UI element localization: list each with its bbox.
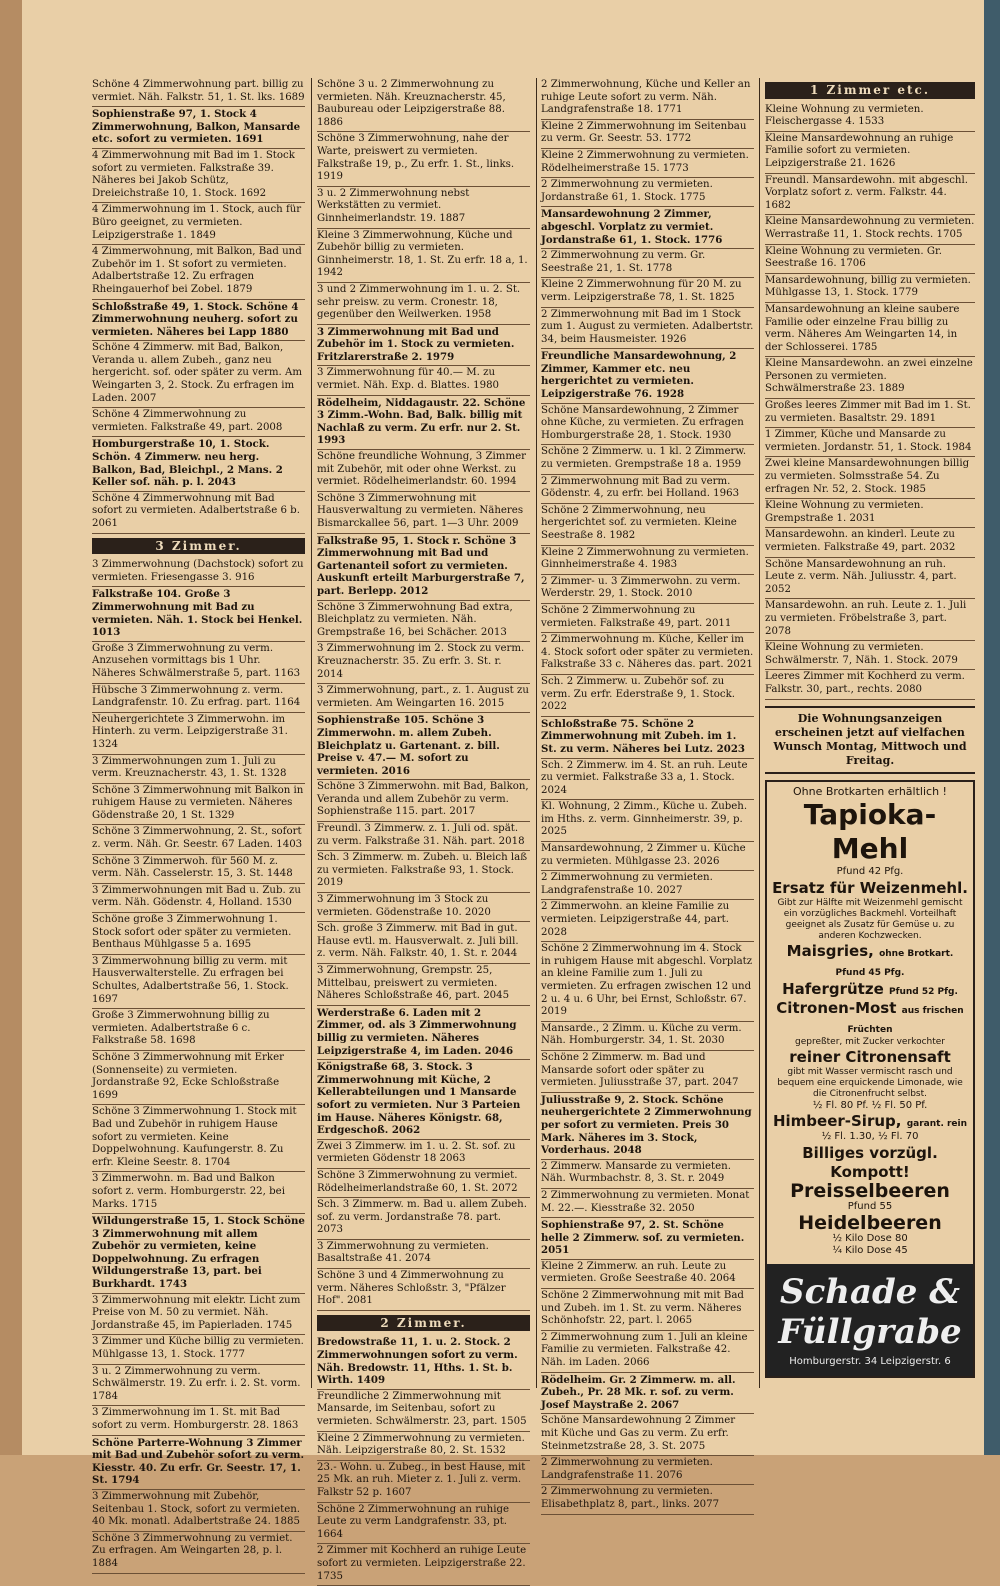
- classified-ad: Mansardewohnung, 2 Zimmer u. Küche zu vermieten. Mühlgasse 23. 2026: [541, 842, 754, 871]
- classified-ad: 3 Zimmerwohnung (Dachstock) sofort zu vermieten. Friesengasse 3. 916: [92, 558, 305, 587]
- advert-reiner-desc: gibt mit Wasser vermischt rasch und bequem eine erquickende Limonade, wie die Citronenfrucht selbst.: [777, 1066, 963, 1099]
- classified-ad: Schöne Mansardewohnung 2 Zimmer mit Küche und Gas zu verm. Zu erfr. Steinmetzstraße 28, 3. St. 2075: [541, 1414, 754, 1456]
- classified-ad: Schöne 3 Zimmerwoh. für 560 M. z. verm. Näh. Casselerstr. 15, 3. St. 1448: [92, 855, 305, 884]
- classified-ad: 2 Zimmerwohnung mit Bad zu verm. Gödenstr. 4, zu erfr. bei Holland. 1963: [541, 475, 754, 504]
- classified-ad: Schöne 3 Zimmerwohnung zu vermiet. Rödelheimerlandstraße 60, 1. St. 2072: [317, 1169, 530, 1198]
- classified-ad: Juliusstraße 9, 2. Stock. Schöne neuhergerichtete 2 Zimmerwohnung per sofort zu vermieten. Preis 30 Mark. Näheres im 3. Stock, Vorderhaus. 2048: [541, 1093, 754, 1160]
- shop-address: Homburgerstr. 34 Leipzigerstr. 6: [789, 1355, 951, 1367]
- classified-ad: 3 Zimmerwohnung billig zu verm. mit Hausverwalterstelle. Zu erfragen bei Schultes, Adalbertstraße 56, 1. Stock. 1697: [92, 955, 305, 1009]
- column-4: [765, 78, 975, 1388]
- classified-ad: 4 Zimmerwohnung, mit Balkon, Bad und Zubehör im 1. St sofort zu vermieten. Adalbertstraße 12. Zu erfragen Rheingauerhof bei Zobel. 1879: [92, 245, 305, 299]
- classified-ad: Schöne 3 Zimmerwohnung mit Hausverwaltung zu vermieten. Näheres Bismarckallee 56, part. 1—3 Uhr. 2009: [317, 492, 530, 534]
- advert-heidel-price-2: ¼ Kilo Dose 45: [832, 1245, 908, 1257]
- classified-ad: Homburgerstraße 10, 1. Stock. Schön. 4 Zimmerw. neu herg. Balkon, Bad, Bleichpl., 2 Mans. 2 Keller sof. näh. p. l. 2043: [92, 437, 305, 491]
- classified-ad: Mansardewohnung 2 Zimmer, abgeschl. Vorplatz zu vermiet. Jordanstraße 61, 1. Stock. 1776: [541, 207, 754, 249]
- classified-ad: Sch. 3 Zimmerw. m. Zubeh. u. Bleich laß zu vermieten. Falkstraße 93, 1. Stock. 2019: [317, 851, 530, 893]
- classified-ad: Falkstraße 104. Große 3 Zimmerwohnung mit Bad zu vermieten. Näh. 1. Stock bei Henkel. 1013: [92, 587, 305, 641]
- advert-himbeer-note: garant. rein: [906, 1119, 968, 1130]
- classified-ad: Sophienstraße 105. Schöne 3 Zimmerwohn. m. allem Zubeh. Bleichplatz u. Gartenant. z. bill. Preise v. 47.— M. sofort zu vermieten. 2016: [317, 713, 530, 780]
- column-3: [541, 78, 754, 1510]
- classified-ad: Schöne 4 Zimmerwohnung mit Bad sofort zu vermieten. Adalbertstraße 6 b. 2061: [92, 492, 305, 534]
- classified-ad: 3 Zimmerwohnung mit Bad und Zubehör im 1. Stock zu vermieten. Fritzlarerstraße 2. 1979: [317, 325, 530, 367]
- classified-ad: 2 Zimmer- u. 3 Zimmerwohn. zu verm. Werderstr. 29, 1. Stock. 2010: [541, 575, 754, 604]
- classified-ad: Kleine Mansardewohnung an ruhige Familie sofort zu vermieten. Leipzigerstraße 21. 1626: [765, 132, 975, 174]
- classified-ad: Schöne 2 Zimmerwohnung mit mit Bad und Zubeh. im 1. St. zu verm. Näheres Schönhofstr. 22, part. l. 2065: [541, 1289, 754, 1331]
- classified-ad: 3 Zimmerwohnung zu vermieten. Basaltstraße 41. 2074: [317, 1240, 530, 1269]
- classified-ad: 3 u. 2 Zimmerwohnung nebst Werkstätten zu vermiet. Ginnheimerlandstr. 19. 1887: [317, 187, 530, 229]
- column-rule: [536, 78, 537, 1388]
- advert-heidel: Heidelbeeren: [798, 1211, 942, 1234]
- classified-ad: 4 Zimmerwohnung im 1. Stock, auch für Büro geeignet, zu vermieten. Leipzigerstraße 1. 1849: [92, 203, 305, 245]
- page-edge-right: [984, 0, 1000, 1455]
- classified-ad: Schöne 2 Zimmerw. m. Bad und Mansarde sofort oder später zu vermieten. Juliusstraße 37, part. 2047: [541, 1051, 754, 1093]
- classified-ad: Kl. Wohnung, 2 Zimm., Küche u. Zubeh. im Hths. z. verm. Ginnheimerstr. 39, p. 2025: [541, 800, 754, 842]
- advert-tapioca-price: Pfund 42 Pfg.: [836, 866, 904, 878]
- classified-ad: 2 Zimmerwohnung, Küche und Keller an ruhige Leute sofort zu verm. Näh. Landgrafenstraße 18. 1771: [541, 78, 754, 120]
- announcement: Die Wohnungsanzeigen erscheinen jetzt auf vielfachen Wunsch Montag, Mittwoch und Freitag.: [765, 706, 975, 774]
- classified-ad: Kleine 2 Zimmerwohnung für 20 M. zu verm. Leipzigerstraße 78, 1. St. 1825: [541, 278, 754, 307]
- classified-ad: Kleine Wohnung zu vermieten. Schwälmerstr. 7, Näh. 1. Stock. 2079: [765, 641, 975, 670]
- classified-ad: Kleine Wohnung zu vermieten. Fleischergasse 4. 1533: [765, 103, 975, 132]
- classified-ad: Großes leeres Zimmer mit Bad im 1. St. zu vermieten. Basaltstr. 29. 1891: [765, 399, 975, 428]
- classified-ad: 3 und 2 Zimmerwohnung im 1. u. 2. St. sehr preisw. zu verm. Cronestr. 18, gegenüber den Weilwerken. 1958: [317, 283, 530, 325]
- classified-ad: 2 Zimmerwohnung zu vermieten. Landgrafenstraße 11. 2076: [541, 1456, 754, 1485]
- advert-preissel-price: Pfund 55: [847, 1200, 893, 1212]
- classified-ad: Schöne 4 Zimmerwohnung zu vermieten. Falkstraße 49, part. 2008: [92, 408, 305, 437]
- classified-ad: Königstraße 68, 3. Stock. 3 Zimmerwohnung mit Küche, 2 Kellerabteilungen und 1 Mansarde sofort zu vermieten. Nur 3 Parteien im Hause. Näheres Königstr. 68, Erdgeschoß. 2062: [317, 1060, 530, 1140]
- classified-ad: Schöne 3 u. 2 Zimmerwohnung zu vermieten. Näh. Kreuznacherstr. 45, Baubureau oder Leipzigerstraße 88. 1886: [317, 78, 530, 132]
- classified-ad: 2 Zimmerw. Mansarde zu vermieten. Näh. Wurmbachstr. 8, 3. St. r. 2049: [541, 1160, 754, 1189]
- classified-ad: Wildungerstraße 15, 1. Stock Schöne 3 Zimmerwohnung mit allem Zubehör zu vermieten, keine Doppelwohnung. Zu erfragen Wildungerstraße 13, part. bei Burkhardt. 1743: [92, 1214, 305, 1294]
- classified-ad: Rödelheim. Gr. 2 Zimmerw. m. all. Zubeh., Pr. 28 Mk. r. sof. zu verm. Josef Maystraße 2. 2067: [541, 1373, 754, 1415]
- classified-ad: Kleine 3 Zimmerwohnung, Küche und Zubehör billig zu vermieten. Ginnheimerstr. 18, 1. St. Zu erfr. 18 a, 1. 1942: [317, 229, 530, 283]
- classified-ad: 3 Zimmerwohnung mit Zubehör, Seitenbau 1. Stock, sofort zu vermieten. 40 Mk. monatl. Adalbertstraße 24. 1885: [92, 1490, 305, 1532]
- classified-ad: 3 Zimmerwohnungen mit Bad u. Zub. zu verm. Näh. Gödenstr. 4, Holland. 1530: [92, 884, 305, 913]
- classified-ad: Sophienstraße 97, 2. St. Schöne helle 2 Zimmerw. sof. zu vermieten. 2051: [541, 1218, 754, 1260]
- grocery-advert: [765, 780, 975, 1379]
- classified-ad: Kleine 2 Zimmerwohnung zu vermieten. Ginnheimerstraße 4. 1983: [541, 546, 754, 575]
- classified-ad: Schöne 3 Zimmerwohnung 1. Stock mit Bad und Zubehör in ruhigem Hause sofort zu vermieten. Keine Doppelwohnung. Kaufungerstr. 8. Zu erfr. Kleine Seestr. 8. 1704: [92, 1105, 305, 1172]
- classified-ad: 2 Zimmerwohnung zu verm. Gr. Seestraße 21, 1. St. 1778: [541, 249, 754, 278]
- classified-ad: Kleine 2 Zimmerwohnung zu vermieten. Näh. Leipzigerstraße 80, 2. St. 1532: [317, 1432, 530, 1461]
- classified-ad: Mansarde., 2 Zimm. u. Küche zu verm. Näh. Homburgerstr. 34, 1. St. 2030: [541, 1022, 754, 1051]
- advert-tapioca: Tapioka-Mehl: [803, 798, 937, 866]
- classified-ad: 3 Zimmerwohnung im 2. Stock zu verm. Kreuznacherstr. 35. Zu erfr. 3. St. r. 2014: [317, 642, 530, 684]
- classified-ad: 2 Zimmerwohnung zu vermieten. Jordanstraße 61, 1. Stock. 1775: [541, 178, 754, 207]
- advert-ersatz: Ersatz für Weizenmehl.: [772, 878, 968, 897]
- advert-preissel: Preisselbeeren: [790, 1179, 950, 1202]
- classified-ad: 2 Zimmerwohnung zu vermieten. Monat M. 22.—. Kiesstraße 32. 2050: [541, 1189, 754, 1218]
- advert-maisgries-label: Maisgries,: [786, 941, 874, 960]
- classified-ad: Kleine Wohnung zu vermieten. Gr. Seestraße 16. 1706: [765, 245, 975, 274]
- classified-ad: Schöne 2 Zimmerw. u. 1 kl. 2 Zimmerw. zu vermieten. Grempstraße 18 a. 1959: [541, 445, 754, 474]
- classified-ad: Kleine Mansardewohn. an zwei einzelne Personen zu vermieten. Schwälmerstraße 23. 1889: [765, 357, 975, 399]
- classified-ad: 3 Zimmerwohnung im 1. St. mit Bad sofort zu verm. Homburgerstr. 28. 1863: [92, 1406, 305, 1435]
- classified-ad: 2 Zimmer mit Kochherd an ruhige Leute sofort zu vermieten. Leipzigerstraße 22. 1735: [317, 1544, 530, 1586]
- classified-ad: 4 Zimmerwohnung mit Bad im 1. Stock sofort zu vermieten. Falkstraße 39. Näheres bei Jakob Schütz, Dreieichstraße 10, 1. Stock. 1692: [92, 149, 305, 203]
- section-heading: 1 Zimmer etc.: [765, 82, 975, 99]
- classified-ad: 3 Zimmerwohnung für 40.— M. zu vermiet. Näh. Exp. d. Blattes. 1980: [317, 366, 530, 395]
- classified-ad: Schöne 2 Zimmerwohnung an ruhige Leute zu verm Landgrafenstr. 33, pt. 1664: [317, 1503, 530, 1545]
- classified-ad: Schöne 3 Zimmerwohnung Bad extra, Bleichplatz zu vermieten. Näh. Grempstraße 16, bei Schächer. 2013: [317, 601, 530, 643]
- classified-ad: 3 Zimmerwohn. m. Bad und Balkon sofort z. verm. Homburgerstr. 22, bei Marks. 1715: [92, 1172, 305, 1214]
- classified-ad: Mansardewohnung an kleine saubere Familie oder einzelne Frau billig zu verm. Näheres Am Weingarten 14, in der Schlosserei. 1785: [765, 303, 975, 357]
- classified-ad: Schöne 3 Zimmerwohnung mit Erker (Sonnenseite) zu vermieten. Jordanstraße 92, Ecke Schloßstraße 1699: [92, 1051, 305, 1105]
- classified-ad: Leeres Zimmer mit Kochherd zu verm. Falkstr. 30, part., rechts. 2080: [765, 670, 975, 699]
- classified-ad: Kleine 2 Zimmerwohnung im Seitenbau zu verm. Gr. Seestr. 53. 1772: [541, 120, 754, 149]
- section-heading: 2 Zimmer.: [317, 1315, 530, 1332]
- classified-ad: Sophienstraße 97, 1. Stock 4 Zimmerwohnung, Balkon, Mansarde etc. sofort zu vermieten. 1691: [92, 107, 305, 149]
- classified-ad: Schloßstraße 49, 1. Stock. Schöne 4 Zimmerwohnung neuherg. sofort zu vermieten. Näheres bei Lapp 1880: [92, 300, 305, 342]
- classified-ad: 3 u. 2 Zimmerwohnung zu verm. Schwälmerstr. 19. Zu erfr. i. 2. St. vorm. 1784: [92, 1365, 305, 1407]
- advert-top-line: Ohne Brotkarten erhältlich !: [793, 784, 947, 798]
- classified-ad: 3 Zimmerwohnung im 3 Stock zu vermieten. Gödenstraße 10. 2020: [317, 893, 530, 922]
- classified-ad: 2 Zimmerwohnung zu vermieten. Elisabethplatz 8, part., links. 2077: [541, 1485, 754, 1514]
- classified-ad: 3 Zimmer und Küche billig zu vermieten. Mühlgasse 13, 1. Stock. 1777: [92, 1335, 305, 1364]
- classified-ad: Zwei 3 Zimmerw. im 1. u. 2. St. sof. zu vermieten Gödenstr 18 2063: [317, 1140, 530, 1169]
- classified-ad: Schöne große 3 Zimmerwohnung 1. Stock sofort oder später zu vermieten. Benthaus Mühlgasse 5 a. 1695: [92, 913, 305, 955]
- classified-ad: Mansardewohn. an ruh. Leute z. 1. Juli zu vermieten. Fröbelstraße 3, part. 2078: [765, 599, 975, 641]
- classified-ad: Schloßstraße 75. Schöne 2 Zimmerwohnung mit Zubeh. im 1. St. zu verm. Näheres bei Lutz. 2023: [541, 717, 754, 759]
- classified-ad: Sch. 2 Zimmerw. u. Zubehör sof. zu verm. Zu erfr. Ederstraße 9, 1. Stock. 2022: [541, 675, 754, 717]
- classified-ad: 2 Zimmerwohnung zu vermieten. Landgrafenstraße 10. 2027: [541, 871, 754, 900]
- classified-ad: Mansardewohnung, billig zu vermieten. Mühlgasse 13, 1. Stock. 1779: [765, 274, 975, 303]
- advert-citronen-label: Citronen-Most: [776, 998, 897, 1017]
- advert-heidel-price-1: ½ Kilo Dose 80: [832, 1232, 908, 1244]
- classified-ad: Sch. große 3 Zimmerw. mit Bad in gut. Hause evtl. m. Hausverwalt. z. Juli bill. z. verm. Näh. Falkstr. 40, 1. St. r. 2044: [317, 922, 530, 964]
- classified-ad: 3 Zimmerwohnungen zum 1. Juli zu verm. Kreuznacherstr. 43, 1. St. 1328: [92, 755, 305, 784]
- classified-ad: Schöne 2 Zimmerwohnung zu vermieten. Falkstraße 49, part. 2011: [541, 604, 754, 633]
- advert-hafer-price: Pfund 52 Pfg.: [888, 986, 958, 997]
- classified-ad: Werderstraße 6. Laden mit 2 Zimmer, od. als 3 Zimmerwohnung billig zu vermieten. Näheres Leipzigerstraße 4, im Laden. 2046: [317, 1006, 530, 1060]
- classified-ad: Freundliche Mansardewohnung, 2 Zimmer, Kammer etc. neu hergerichtet zu vermieten. Leipzigerstraße 76. 1928: [541, 349, 754, 403]
- classified-ad: Schöne 3 Zimmerwohnung, nahe der Warte, preiswert zu vermieten. Falkstraße 19, p., Zu erfr. 1. St., links. 1919: [317, 132, 530, 186]
- classified-ad: Große 3 Zimmerwohnung zu verm. Anzusehen vormittags bis 1 Uhr. Näheres Schwälmerstraße 5, part. 1163: [92, 642, 305, 684]
- advert-reiner: reiner Citronensaft: [789, 1047, 951, 1066]
- classified-ad: Schöne Mansardewohnung, 2 Zimmer ohne Küche, zu vermieten. Zu erfragen Homburgerstraße 28, 1. Stock. 1930: [541, 404, 754, 446]
- advert-maisgries: [772, 942, 968, 980]
- column-1: [92, 78, 305, 1569]
- advert-citronen: [772, 999, 968, 1037]
- classified-ad: 3 Zimmerwohnung, Grempstr. 25, Mittelbau, preiswert zu vermieten. Näheres Schloßstraße 46, part. 2045: [317, 964, 530, 1006]
- classified-ad: 1 Zimmer, Küche und Mansarde zu vermieten. Jordanstr. 51, 1. Stock. 1984: [765, 428, 975, 457]
- classified-ad: 23.- Wohn. u. Zubeg., in best Hause, mit 25 Mk. an ruh. Mieter z. 1. Juli z. verm. Falkstr 52 p. 1607: [317, 1461, 530, 1503]
- advert-himbeer: [772, 1112, 968, 1131]
- classified-ad: Schöne 2 Zimmerwohnung, neu hergerichtet sof. zu vermieten. Kleine Seestraße 8. 1982: [541, 504, 754, 546]
- advert-hafer-label: Hafergrütze: [782, 979, 884, 998]
- classified-ad: Hübsche 3 Zimmerwohnung z. verm. Landgrafenstr. 10. Zu erfrag. part. 1164: [92, 684, 305, 713]
- classified-ad: 2 Zimmerwohnung mit Bad im 1 Stock zum 1. August zu vermieten. Adalbertstr. 34, beim Hausmeister. 1926: [541, 308, 754, 350]
- advert-ersatz-desc: Gibt zur Hälfte mit Weizenmehl gemischt ein vorzügliches Backmehl. Vorteilhaft geeignet als Zusatz für Gemüse u. zu anderen Kochzwecken.: [777, 897, 963, 941]
- classified-ad: Schöne 3 Zimmerwohn. mit Bad, Balkon, Veranda und allem Zubehör zu verm. Sophienstraße 115. part. 2017: [317, 780, 530, 822]
- classified-ad: Schöne 2 Zimmerwohnung im 4. Stock in ruhigem Hause mit abgeschl. Vorplatz an kleine Familie zum 1. Juli zu vermieten. Zu erfragen zwischen 12 und 2 u. 4 u. 6 Uhr, bei Ernst, Schloßstr. 67. 2019: [541, 942, 754, 1022]
- column-2: [317, 78, 530, 1582]
- classified-ad: Große 3 Zimmerwohnung billig zu vermieten. Adalbertstraße 6 c. Falkstraße 58. 1698: [92, 1009, 305, 1051]
- column-rule: [759, 78, 760, 1388]
- advert-citronen-price: ½ Fl. 80 Pf. ½ Fl. 50 Pf.: [812, 1099, 928, 1111]
- section-heading: 3 Zimmer.: [92, 538, 305, 555]
- classified-ad: Bredowstraße 11, 1. u. 2. Stock. 2 Zimmerwohnungen sofort zu verm. Näh. Bredowstr. 11, Hths. 1. St. b. Wirth. 1409: [317, 1335, 530, 1389]
- classified-ad: 3 Zimmerwohnung mit elektr. Licht zum Preise von M. 50 zu vermiet. Näh. Jordanstraße 45, im Papierladen. 1745: [92, 1294, 305, 1336]
- advert-himbeer-price: ½ Fl. 1.30, ½ Fl. 70: [821, 1131, 919, 1143]
- advert-maisgries-note: ohne Brotkart. Pfund 45 Pfg.: [835, 948, 954, 978]
- classified-ad: Mansardewohn. an kinderl. Leute zu vermieten. Falkstraße 49, part. 2032: [765, 528, 975, 557]
- classified-ad: Schöne 3 und 4 Zimmerwohnung zu verm. Näheres Schloßstr. 3, "Pfälzer Hof". 2081: [317, 1269, 530, 1311]
- classified-ad: 2 Zimmerwohnung zum 1. Juli an kleine Familie zu vermieten. Falkstraße 42. Näh. im Laden. 2066: [541, 1331, 754, 1373]
- classified-ad: Schöne 3 Zimmerwohnung, 2. St., sofort z. verm. Näh. Gr. Seestr. 67 Laden. 1403: [92, 825, 305, 854]
- shop-logo-name: Schade & Füllgrabe: [778, 1271, 962, 1352]
- classified-ad: Schöne 4 Zimmerw. mit Bad, Balkon, Veranda u. allem Zubeh., ganz neu hergericht. sof. oder später zu verm. Am Weingarten 3, 2. Stock. Zu erfragen im Laden. 2007: [92, 341, 305, 408]
- classified-ad: Sch. 3 Zimmerw. m. Bad u. allem Zubeh. sof. zu verm. Jordanstraße 78. part. 2073: [317, 1198, 530, 1240]
- classified-ad: Schöne freundliche Wohnung, 3 Zimmer mit Zubehör, mit oder ohne Werkst. zu vermiet. Rödelheimerlandstr. 60. 1994: [317, 450, 530, 492]
- classified-ad: Zwei kleine Mansardewohnungen billig zu vermieten. Solmsstraße 54. Zu erfragen Nr. 52, 2. Stock. 1985: [765, 457, 975, 499]
- classified-ad: Sch. 2 Zimmerw. im 4. St. an ruh. Leute zu vermiet. Falkstraße 33 a, 1. Stock. 2024: [541, 759, 754, 801]
- advert-citronen-note: aus frischen Früchten: [847, 1005, 964, 1035]
- classified-ad: Kleine 2 Zimmerw. an ruh. Leute zu vermieten. Große Seestraße 40. 2064: [541, 1260, 754, 1289]
- advert-citronen-desc: gepreßter, mit Zucker verkochter: [794, 1036, 945, 1047]
- classified-ad: Kleine Mansardewohnung zu vermieten. Werrastraße 11, 1. Stock rechts. 1705: [765, 215, 975, 244]
- small-listings: [765, 82, 975, 700]
- page-edge-left: [0, 0, 22, 1455]
- classified-ad: 2 Zimmerwohn. an kleine Familie zu vermieten. Leipzigerstraße 44, part. 2028: [541, 900, 754, 942]
- classified-ad: Neuhergerichtete 3 Zimmerwohn. im Hinterh. zu verm. Leipzigerstraße 31. 1324: [92, 713, 305, 755]
- classified-ad: Kleine 2 Zimmerwohnung zu vermieten. Rödelheimerstraße 15. 1773: [541, 149, 754, 178]
- classified-ad: Freundl. 3 Zimmerw. z. 1. Juli od. spät. zu verm. Falkstraße 31. Näh. part. 2018: [317, 822, 530, 851]
- classified-ad: Freundl. Mansardewohn. mit abgeschl. Vorplatz sofort z. verm. Falkstr. 44. 1682: [765, 174, 975, 216]
- advert-billiges: Billiges vorzügl. Kompott!: [802, 1143, 938, 1181]
- classified-ad: Freundliche 2 Zimmerwohnung mit Mansarde, im Seitenbau, sofort zu vermieten. Schwälmerstr. 23, part. 1505: [317, 1390, 530, 1432]
- classified-ad: Kleine Wohnung zu vermieten. Grempstraße 1. 2031: [765, 499, 975, 528]
- classified-ad: Schöne Mansardewohnung an ruh. Leute z. verm. Näh. Juliusstr. 4, part. 2052: [765, 558, 975, 600]
- classified-ad: 2 Zimmerwohnung m. Küche, Keller im 4. Stock sofort oder später zu vermieten. Falkstraße 33 c. Näheres das. part. 2021: [541, 633, 754, 675]
- classified-ad: 3 Zimmerwohnung, part., z. 1. August zu vermieten. Am Weingarten 16. 2015: [317, 684, 530, 713]
- advert-hafer: [772, 980, 968, 999]
- classified-ad: Schöne 4 Zimmerwohnung part. billig zu vermiet. Näh. Falkstr. 51, 1. St. lks. 1689: [92, 78, 305, 107]
- classified-ad: Rödelheim, Niddagaustr. 22. Schöne 3 Zimm.-Wohn. Bad, Balk. billig mit Nachlaß zu verm. Zu erfr. nur 2. St. 1993: [317, 396, 530, 450]
- classified-ad: Falkstraße 95, 1. Stock r. Schöne 3 Zimmerwohnung mit Bad und Gartenanteil sofort zu vermieten. Auskunft erteilt Marburgerstraße 7, part. Berlepp. 2012: [317, 534, 530, 601]
- advert-himbeer-label: Himbeer-Sirup,: [772, 1112, 902, 1131]
- shop-logo: [767, 1264, 973, 1377]
- classified-ad: Schöne Parterre-Wohnung 3 Zimmer mit Bad und Zubehör sofort zu verm. Kiesstr. 40. Zu erfr. Gr. Seestr. 17, 1. St. 1794: [92, 1436, 305, 1490]
- column-rule: [311, 78, 312, 1388]
- classified-ad: Schöne 3 Zimmerwohnung mit Balkon in ruhigem Hause zu vermieten. Näheres Gödenstraße 20, 1 St. 1329: [92, 784, 305, 826]
- classified-ad: Schöne 3 Zimmerwohnung zu vermiet. Zu erfragen. Am Weingarten 28, p. l. 1884: [92, 1532, 305, 1574]
